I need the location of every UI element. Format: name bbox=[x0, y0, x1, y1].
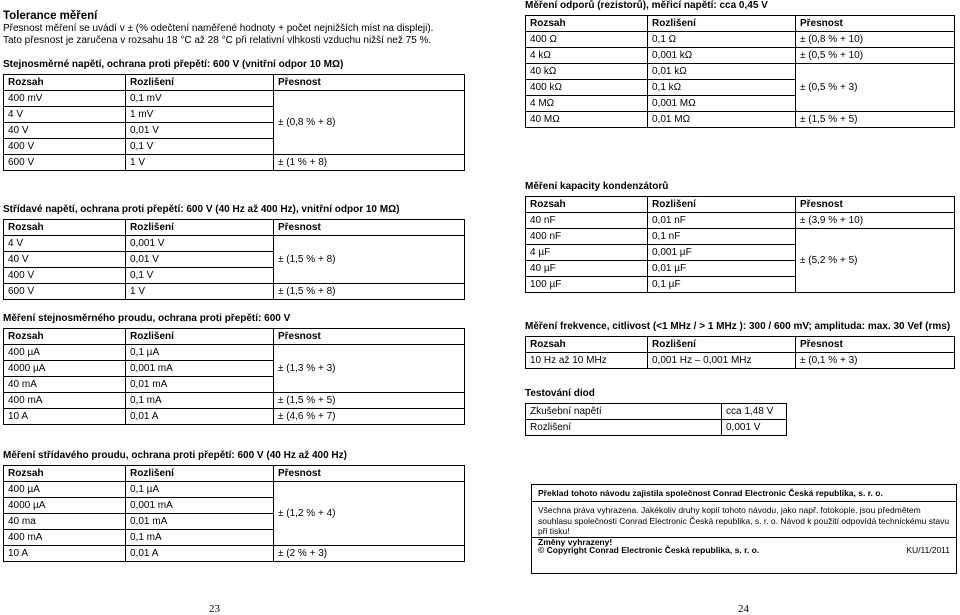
capacitance-title: Měření kapacity kondenzátorů bbox=[525, 181, 669, 192]
accuracy-cell: ± (2 % + 3) bbox=[274, 546, 465, 562]
accuracy-cell: ± (0,8 % + 10) bbox=[796, 32, 955, 48]
range-cell: 40 nF bbox=[526, 213, 648, 229]
table-row bbox=[4, 482, 465, 498]
range-cell: 100 µF bbox=[526, 277, 648, 293]
header-range: Rozsah bbox=[4, 75, 126, 91]
resolution-cell: 0,1 kΩ bbox=[648, 80, 796, 96]
header-accuracy: Přesnost bbox=[274, 329, 465, 345]
dc-current-table bbox=[3, 328, 465, 425]
resolution-cell: 0,1 mV bbox=[126, 91, 274, 107]
header-accuracy: Přesnost bbox=[796, 16, 955, 32]
imprint-body-text: Všechna práva vyhrazena. Jakékoliv druhy kopií tohoto návodu, jako např. fotokopie, jsou předmětem souhlasu společnosti Conrad Electronic Česká republika, s. r. o. Návod k použití odpovídá technickému stavu při tisku! bbox=[538, 505, 950, 536]
diode-section bbox=[525, 388, 787, 436]
resolution-cell: 0,1 mA bbox=[126, 393, 274, 409]
resistance-table bbox=[525, 15, 955, 128]
accuracy-cell: ± (0,5 % + 3) bbox=[796, 64, 955, 112]
range-cell: 40 V bbox=[4, 123, 126, 139]
resolution-cell: 0,001 V bbox=[126, 236, 274, 252]
table-header-row bbox=[526, 197, 955, 213]
resolution-cell: 0,01 nF bbox=[648, 213, 796, 229]
accuracy-cell: ± (5,2 % + 5) bbox=[796, 229, 955, 293]
accuracy-cell: ± (1,3 % + 3) bbox=[274, 345, 465, 393]
frequency-section bbox=[525, 321, 955, 369]
header-resolution: Rozlišení bbox=[126, 75, 274, 91]
range-cell: 600 V bbox=[4, 155, 126, 171]
dc-current-title: Měření stejnosměrného proudu, ochrana proti přepětí: 600 V bbox=[3, 313, 291, 324]
accuracy-cell: ± (3,9 % + 10) bbox=[796, 213, 955, 229]
header-range: Rozsah bbox=[4, 466, 126, 482]
header-resolution: Rozlišení bbox=[126, 466, 274, 482]
range-cell: 4 kΩ bbox=[526, 48, 648, 64]
header-accuracy: Přesnost bbox=[274, 466, 465, 482]
ac-voltage-section bbox=[3, 204, 465, 300]
range-cell: 400 V bbox=[4, 268, 126, 284]
resolution-cell: 0,1 µF bbox=[648, 277, 796, 293]
resistance-title: Měření odporů (rezistorů), měřicí napětí: cca 0,45 V bbox=[525, 0, 768, 11]
range-cell: 400 V bbox=[4, 139, 126, 155]
accuracy-cell: ± (1,5 % + 8) bbox=[274, 236, 465, 284]
ac-voltage-title: Střídavé napětí, ochrana proti přepětí: 600 V (40 Hz až 400 Hz), vnitřní odpor 10 MΩ) bbox=[3, 204, 400, 215]
table-header-row bbox=[4, 75, 465, 91]
resolution-cell: 0,001 Hz – 0,001 MHz bbox=[648, 353, 796, 369]
range-cell: 400 mA bbox=[4, 530, 126, 546]
range-cell: 40 ma bbox=[4, 514, 126, 530]
imprint-header: Překlad tohoto návodu zajistila společnost Conrad Electronic Česká republika, s. r. o. bbox=[532, 485, 956, 502]
left-page bbox=[3, 10, 465, 559]
range-cell: 4 MΩ bbox=[526, 96, 648, 112]
ac-current-section bbox=[3, 450, 465, 562]
table-row bbox=[4, 91, 465, 107]
resolution-cell: 0,1 V bbox=[126, 268, 274, 284]
resolution-cell: 0,1 µA bbox=[126, 482, 274, 498]
header-range: Rozsah bbox=[4, 329, 126, 345]
resolution-cell: 0,01 µF bbox=[648, 261, 796, 277]
accuracy-cell: ± (1,5 % + 5) bbox=[796, 112, 955, 128]
range-cell: 40 mA bbox=[4, 377, 126, 393]
table-row bbox=[526, 48, 955, 64]
header-resolution: Rozlišení bbox=[126, 329, 274, 345]
range-cell: 40 V bbox=[4, 252, 126, 268]
dc-current-section bbox=[3, 313, 465, 425]
range-cell: 400 kΩ bbox=[526, 80, 648, 96]
accuracy-cell: ± (1,2 % + 4) bbox=[274, 482, 465, 546]
resolution-cell: 0,01 mA bbox=[126, 514, 274, 530]
accuracy-cell: ± (1,5 % + 5) bbox=[274, 393, 465, 409]
header-accuracy: Přesnost bbox=[274, 75, 465, 91]
resolution-cell: 0,001 mA bbox=[126, 498, 274, 514]
accuracy-cell: ± (0,5 % + 10) bbox=[796, 48, 955, 64]
value-cell: cca 1,48 V bbox=[722, 404, 787, 420]
range-cell: 400 mA bbox=[4, 393, 126, 409]
range-cell: 40 µF bbox=[526, 261, 648, 277]
resolution-cell: 0,1 nF bbox=[648, 229, 796, 245]
table-row bbox=[4, 393, 465, 409]
range-cell: 400 Ω bbox=[526, 32, 648, 48]
table-row bbox=[526, 420, 787, 436]
table-header-row bbox=[4, 220, 465, 236]
table-header-row bbox=[526, 337, 955, 353]
ac-current-title: Měření střídavého proudu, ochrana proti přepětí: 600 V (40 Hz až 400 Hz) bbox=[3, 450, 347, 461]
accuracy-cell: ± (1,5 % + 8) bbox=[274, 284, 465, 300]
resolution-cell: 0,1 Ω bbox=[648, 32, 796, 48]
value-cell: 0,001 V bbox=[722, 420, 787, 436]
resolution-cell: 0,01 A bbox=[126, 546, 274, 562]
header-range: Rozsah bbox=[526, 337, 648, 353]
resolution-cell: 0,01 V bbox=[126, 252, 274, 268]
range-cell: 600 V bbox=[4, 284, 126, 300]
table-row bbox=[526, 64, 955, 80]
resolution-cell: 0,001 MΩ bbox=[648, 96, 796, 112]
page-number-right: 24 bbox=[738, 603, 749, 615]
range-cell: 4 V bbox=[4, 236, 126, 252]
header-accuracy: Přesnost bbox=[796, 337, 955, 353]
header-resolution: Rozlišení bbox=[648, 197, 796, 213]
diode-title: Testování diod bbox=[525, 388, 595, 399]
resolution-cell: 1 V bbox=[126, 155, 274, 171]
range-cell: 4 V bbox=[4, 107, 126, 123]
resolution-cell: 0,01 A bbox=[126, 409, 274, 425]
header-accuracy: Přesnost bbox=[796, 197, 955, 213]
header-resolution: Rozlišení bbox=[648, 337, 796, 353]
range-cell: 4000 µA bbox=[4, 498, 126, 514]
imprint-footer bbox=[532, 538, 956, 573]
dc-voltage-table bbox=[3, 74, 465, 171]
frequency-table bbox=[525, 336, 955, 369]
ac-voltage-table bbox=[3, 219, 465, 300]
label-cell: Zkušební napětí bbox=[526, 404, 722, 420]
table-header-row bbox=[4, 329, 465, 345]
diode-table bbox=[525, 403, 787, 436]
range-cell: 400 nF bbox=[526, 229, 648, 245]
resolution-cell: 0,001 kΩ bbox=[648, 48, 796, 64]
tolerance-line-2: Tato přesnost je zaručena v rozsahu 18 °C až 28 °C při relativní vlhkosti vzduchu nižší než 75 %. bbox=[3, 35, 432, 46]
table-header-row bbox=[4, 466, 465, 482]
resolution-cell: 0,01 mA bbox=[126, 377, 274, 393]
capacitance-table bbox=[525, 196, 955, 293]
resolution-cell: 1 mV bbox=[126, 107, 274, 123]
header-range: Rozsah bbox=[4, 220, 126, 236]
table-row bbox=[4, 409, 465, 425]
capacitance-section bbox=[525, 181, 955, 293]
resolution-cell: 0,001 mA bbox=[126, 361, 274, 377]
resolution-cell: 0,01 kΩ bbox=[648, 64, 796, 80]
header-range: Rozsah bbox=[526, 16, 648, 32]
table-row bbox=[526, 112, 955, 128]
header-accuracy: Přesnost bbox=[274, 220, 465, 236]
table-row bbox=[4, 284, 465, 300]
dc-voltage-section bbox=[3, 59, 465, 171]
accuracy-cell: ± (1 % + 8) bbox=[274, 155, 465, 171]
imprint-body-bold: Změny vyhrazeny! bbox=[538, 536, 613, 547]
range-cell: 40 MΩ bbox=[526, 112, 648, 128]
table-row bbox=[4, 546, 465, 562]
resolution-cell: 0,1 mA bbox=[126, 530, 274, 546]
accuracy-cell: ± (0,1 % + 3) bbox=[796, 353, 955, 369]
table-row bbox=[526, 32, 955, 48]
resolution-cell: 1 V bbox=[126, 284, 274, 300]
tolerance-section bbox=[3, 10, 465, 47]
ac-current-table bbox=[3, 465, 465, 562]
frequency-title: Měření frekvence, citlivost (<1 MHz / > 1 MHz ): 300 / 600 mV; amplituda: max. 30 Vef (rms) bbox=[525, 321, 951, 332]
header-range: Rozsah bbox=[526, 197, 648, 213]
table-row bbox=[4, 236, 465, 252]
header-resolution: Rozlišení bbox=[648, 16, 796, 32]
table-row bbox=[526, 404, 787, 420]
resolution-cell: 0,1 µA bbox=[126, 345, 274, 361]
accuracy-cell: ± (4,6 % + 7) bbox=[274, 409, 465, 425]
table-header-row bbox=[526, 16, 955, 32]
resolution-cell: 0,01 MΩ bbox=[648, 112, 796, 128]
table-row bbox=[4, 155, 465, 171]
tolerance-title: Tolerance měření bbox=[3, 10, 98, 22]
header-resolution: Rozlišení bbox=[126, 220, 274, 236]
label-cell: Rozlišení bbox=[526, 420, 722, 436]
table-row bbox=[526, 229, 955, 245]
range-cell: 400 mV bbox=[4, 91, 126, 107]
range-cell: 10 A bbox=[4, 409, 126, 425]
resistance-section bbox=[525, 0, 955, 128]
range-cell: 10 Hz až 10 MHz bbox=[526, 353, 648, 369]
tolerance-line-1: Přesnost měření se uvádí v ± (% odečtení naměřené hodnoty + počet nejnižších míst na displeji). bbox=[3, 23, 434, 34]
table-row bbox=[526, 213, 955, 229]
copyright-text: © Copyright Conrad Electronic Česká republika, s. r. o. bbox=[538, 545, 760, 555]
accuracy-cell: ± (0,8 % + 8) bbox=[274, 91, 465, 155]
range-cell: 400 µA bbox=[4, 482, 126, 498]
imprint-box bbox=[531, 484, 957, 574]
range-cell: 4000 µA bbox=[4, 361, 126, 377]
resolution-cell: 0,01 V bbox=[126, 123, 274, 139]
resolution-cell: 0,1 V bbox=[126, 139, 274, 155]
range-cell: 40 kΩ bbox=[526, 64, 648, 80]
range-cell: 4 µF bbox=[526, 245, 648, 261]
imprint-body bbox=[532, 502, 956, 547]
page-number-left: 23 bbox=[209, 603, 220, 615]
table-row bbox=[4, 345, 465, 361]
dc-voltage-title: Stejnosměrné napětí, ochrana proti přepětí: 600 V (vnitřní odpor 10 MΩ) bbox=[3, 59, 344, 70]
document-code: KU/11/2011 bbox=[906, 545, 950, 555]
resolution-cell: 0,001 µF bbox=[648, 245, 796, 261]
range-cell: 10 A bbox=[4, 546, 126, 562]
table-row bbox=[526, 353, 955, 369]
range-cell: 400 µA bbox=[4, 345, 126, 361]
